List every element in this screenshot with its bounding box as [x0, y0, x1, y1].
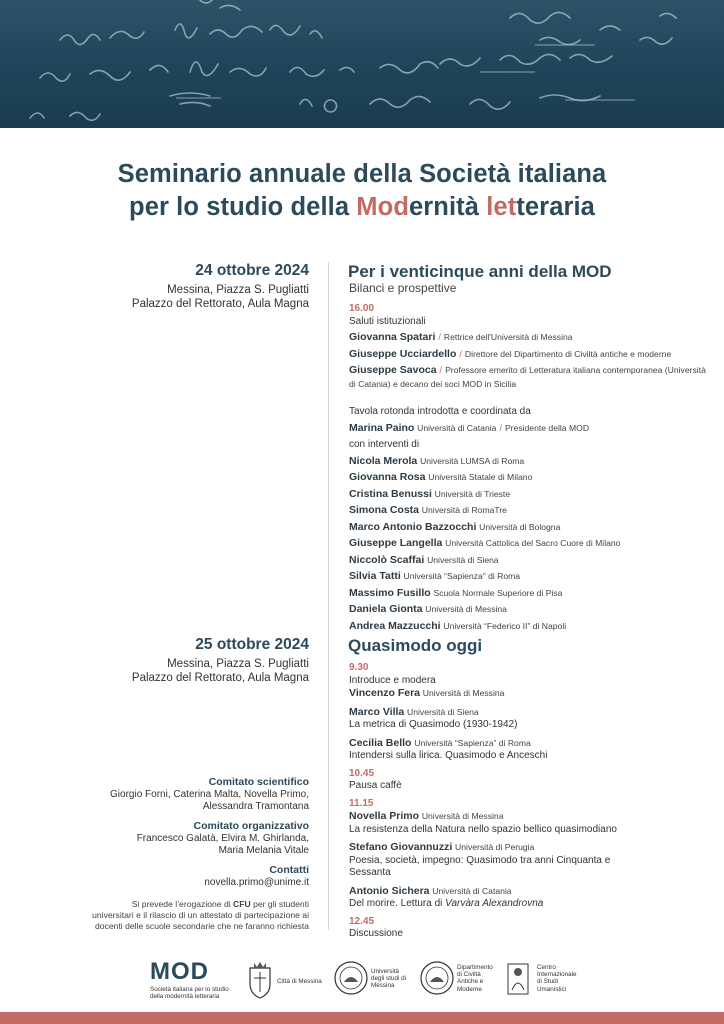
title-line-1: Seminario annuale della Società italiana: [117, 160, 607, 188]
title-line-2-pre: per lo studio della: [129, 193, 357, 221]
cisu-caption-1: Centro: [537, 964, 556, 971]
unime-caption-3: Messina: [371, 982, 395, 990]
panel-speaker: Giuseppe Langella Università Cattolica del Sacro Cuore di Milano: [349, 537, 621, 549]
committee-scientific-2: Alessandra Tramontana: [202, 801, 309, 812]
panel-list: [349, 455, 709, 634]
day2-place-2: Palazzo del Rettorato, Aula Magna: [131, 672, 309, 684]
committee-scientific-heading: Comitato scientifico: [208, 776, 309, 788]
day1-place-2: Palazzo del Rettorato, Aula Magna: [131, 298, 309, 310]
column-divider: [328, 262, 329, 930]
university-seal-icon: [333, 960, 369, 996]
manuscript-strokes-image: [0, 0, 724, 128]
title-line-2: [0, 191, 724, 224]
talk-villa: La metrica di Quasimodo (1930-1942): [349, 719, 518, 730]
moderator-paino: Marina Paino Università di Catania / Presidente della MOD: [349, 421, 590, 434]
dicam-caption-1: Dipartimento: [457, 964, 493, 971]
speaker-primo: Novella Primo Università di Messina: [349, 810, 504, 822]
cisu-caption-3: di Studi: [537, 978, 559, 986]
panel-intro: con interventi di: [349, 439, 420, 450]
talk-bello: Intendersi sulla lirica. Quasimodo e Anceschi: [349, 750, 548, 761]
speaker-savoca: Giuseppe Savoca / Professore emerito di Letteratura italiana contemporanea (Università di Catania) e decano dei soci MOD in Sicilia: [349, 364, 706, 389]
day2-place-1: Messina, Piazza S. Pugliatti: [167, 658, 309, 670]
day1-intro: Saluti istituzionali: [349, 315, 426, 327]
talk-sichera: Del morire. Lettura di Varvàra Alexandrovna: [349, 898, 544, 909]
cisu-caption-2: Internazionale: [537, 971, 577, 979]
day2-time-2: 10.45: [349, 767, 375, 779]
day2-time-4: 12.45: [349, 915, 375, 927]
cisu-caption-4: Umanistici: [537, 985, 567, 993]
day2-intro: Introduce e modera: [349, 674, 436, 686]
day1-date: 24 ottobre 2024: [195, 262, 309, 279]
panel-speaker: Marco Antonio Bazzocchi Università di Bologna: [349, 520, 561, 533]
mod-logo-caption-2: della modernità letteraria: [150, 993, 220, 1001]
title-line-2-mid: ernità: [409, 193, 487, 221]
panel-speaker: Nicola Merola Università LUMSA di Roma: [349, 454, 525, 467]
day1-program: [349, 303, 709, 633]
day1-place-1: Messina, Piazza S. Pugliatti: [167, 284, 309, 296]
coffee-break: Pausa caffè: [349, 780, 402, 791]
panel-speaker: Giovanna Rosa Università Statale di Milano: [349, 471, 533, 483]
day1-section-title: Per i venticinque anni della MOD: [348, 262, 612, 281]
talk-giovannuzzi-2: Sessanta: [349, 867, 391, 878]
title-highlight-mod: Mod: [356, 193, 409, 221]
cfu-note-3: docenti delle scuole secondarie che ne faranno richiesta: [94, 921, 309, 931]
day1-section-subtitle: Bilanci e prospettive: [349, 281, 457, 295]
sponsor-logos: [0, 960, 724, 1010]
speaker-sichera: Antonio Sichera Università di Catania: [349, 884, 512, 897]
day2-date: 25 ottobre 2024: [195, 636, 309, 653]
committee-scientific-1: Giorgio Forni, Caterina Malta, Novella Primo,: [110, 789, 309, 800]
dicam-caption-2: di Civiltà: [457, 971, 481, 979]
cfu-note-2: universitari e il rilascio di un attestato di partecipazione ai: [92, 910, 309, 920]
day1-time-1: 16.00: [349, 303, 375, 314]
cisu-logo: [504, 960, 584, 1004]
day2-date-block: [132, 636, 309, 685]
panel-speaker: Daniela Gionta Università di Messina: [349, 603, 507, 615]
unime-caption-2: degli studi di: [371, 975, 407, 983]
speaker-fera: Vincenzo Fera Università di Messina: [349, 687, 505, 699]
speaker-spatari: Giovanna Spatari / Rettrice dell'Università di Messina: [349, 331, 573, 343]
committee-org-2: Maria Melania Vitale: [218, 845, 309, 856]
day2-time-3: 11.15: [349, 797, 374, 809]
cisu-figure-icon: [504, 960, 532, 998]
mod-logo-word: MOD: [150, 958, 209, 985]
mod-logo: [150, 960, 230, 1004]
talk-primo: La resistenza della Natura nello spazio bellico quasimodiano: [349, 823, 617, 835]
title-highlight-let: let: [486, 193, 517, 221]
discussion: Discussione: [349, 928, 403, 939]
day1-date-block: [132, 262, 309, 311]
citta-messina-logo: [246, 960, 326, 1004]
panel-speaker: Niccolò Scaffai Università di Siena: [349, 553, 499, 566]
unime-logo: [333, 960, 413, 1004]
panel-speaker: Massimo Fusillo Scuola Normale Superiore di Pisa: [349, 586, 563, 599]
talk-giovannuzzi-1: Poesia, società, impegno: Quasimodo tra anni Cinquanta e: [349, 854, 611, 866]
bottom-accent-bar: [0, 1012, 724, 1024]
city-caption: Città di Messina: [277, 978, 322, 985]
panel-speaker: Simona Costa Università di RomaTre: [349, 504, 507, 516]
talk-sichera-title: Varvàra Alexandrovna: [445, 898, 544, 909]
speaker-giovannuzzi: Stefano Giovannuzzi Università di Perugia: [349, 841, 535, 853]
committees-block: [9, 776, 309, 932]
committee-org-heading: Comitato organizzativo: [193, 820, 309, 832]
unime-caption-1: Università: [371, 968, 399, 975]
header-banner-manuscript: [0, 0, 724, 128]
committee-org-1: Francesco Galatà, Elvira M. Ghirlanda,: [136, 833, 309, 844]
cfu-note: Si prevede l’erogazione di CFU per gli studenti: [131, 899, 309, 909]
mod-logo-caption-1: Società italiana per lo studio: [150, 986, 229, 993]
department-seal-icon: [419, 960, 455, 996]
speaker-villa: Marco Villa Università di Siena: [349, 705, 479, 718]
panel-speaker: Cristina Benussi Università di Trieste: [349, 487, 511, 500]
panel-speaker: Silvia Tatti Università “Sapienza” di Roma: [349, 570, 521, 582]
speaker-ucciardello: Giuseppe Ucciardello / Direttore del Dipartimento di Civiltà antiche e moderne: [349, 347, 672, 360]
page-title: [0, 158, 724, 224]
dicam-caption-4: Moderne: [457, 985, 482, 993]
dicam-logo: [419, 960, 499, 1004]
contacts-heading: Contatti: [269, 864, 309, 876]
day2-program: [349, 662, 709, 941]
city-crest-icon: [246, 960, 274, 1000]
dicam-caption-3: Antiche e: [457, 978, 484, 986]
speaker-bello: Cecilia Bello Università “Sapienza” di Roma: [349, 736, 531, 749]
day2-time-1: 9.30: [349, 662, 369, 673]
day2-section-title: Quasimodo oggi: [348, 636, 483, 655]
title-line-2-post: teraria: [516, 193, 595, 221]
contact-email[interactable]: novella.primo@unime.it: [204, 877, 309, 888]
round-table-intro: Tavola rotonda introdotta e coordinata da: [349, 406, 531, 417]
panel-speaker: Andrea Mazzucchi Università “Federico II” di Napoli: [349, 619, 567, 632]
